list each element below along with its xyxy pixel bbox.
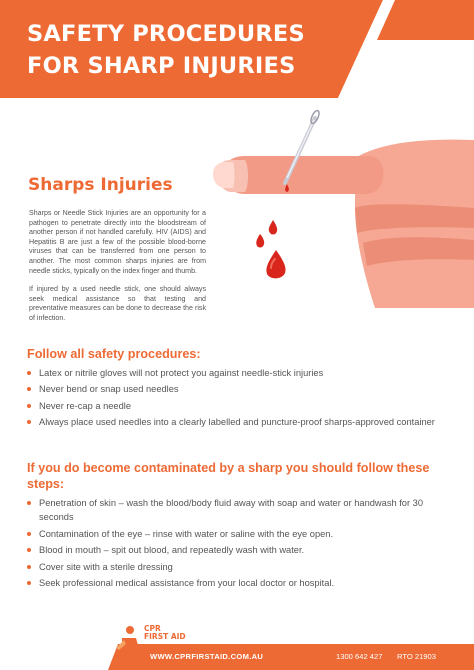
list-item: Cover site with a sterile dressing (26, 560, 456, 574)
list-item: Blood in mouth – spit out blood, and repeatedly wash with water. (26, 543, 456, 557)
list-item: Seek professional medical assistance from your local doctor or hospital. (26, 576, 456, 590)
contamination-heading: If you do become contaminated by a sharp you should follow these steps: (27, 461, 430, 491)
brand-name-line-2: FIRST AID (144, 631, 186, 641)
procedures-list (26, 366, 456, 432)
list-item: Never bend or snap used needles (26, 382, 456, 396)
intro-paragraph: Sharps or Needle Stick Injuries are an opportunity for a pathogen to penetrate directly into the bloodstream of another person if not handled carefully. HIV (AIDS) and Hepatitis B are just a few of the possible blood-borne viruses that can be transferred from one person to another. The most common sharps injuries are from needle sticks, typically on the index finger and thumb. (29, 209, 206, 275)
blood-drop-icon (256, 234, 264, 248)
page-title-line-2: FOR SHARP INJURIES (27, 53, 296, 79)
blood-drop-icon (269, 220, 277, 235)
footer-rto-number: RTO 21903 (397, 652, 436, 661)
phone-icon (0, 644, 11, 655)
list-item: Always place used needles into a clearly labelled and puncture-proof sharps-approved container (26, 415, 456, 429)
footer-bar (0, 644, 474, 670)
blood-drop-icon (266, 250, 285, 278)
page-title-line-1: SAFETY PROCEDURES (27, 21, 305, 47)
footer-phone-number[interactable]: 1300 642 427 (336, 652, 383, 661)
brand-name (144, 625, 186, 640)
intro-paragraph: If injured by a used needle stick, one should always seek medical assistance so that testing and preventative measures can be done to decrease the risk of infection. (29, 285, 206, 322)
brand-name-line-1: CPR (144, 624, 161, 633)
contamination-steps-list (26, 496, 456, 592)
header-banner (0, 0, 474, 98)
section-heading-sharps-injuries: Sharps Injuries (28, 175, 173, 195)
footer-website-link[interactable]: WWW.CPRFIRSTAID.COM.AU (150, 652, 264, 661)
list-item: Latex or nitrile gloves will not protect you against needle-stick injuries (26, 366, 456, 380)
list-item: Penetration of skin – wash the blood/body fluid away with soap and water or handwash for 30 seconds (26, 496, 456, 525)
finger-needle-illustration (205, 108, 474, 308)
procedures-heading: Follow all safety procedures: (27, 347, 201, 361)
list-item: Never re-cap a needle (26, 399, 456, 413)
list-item: Contamination of the eye – rinse with water or saline with the eye open. (26, 527, 456, 541)
